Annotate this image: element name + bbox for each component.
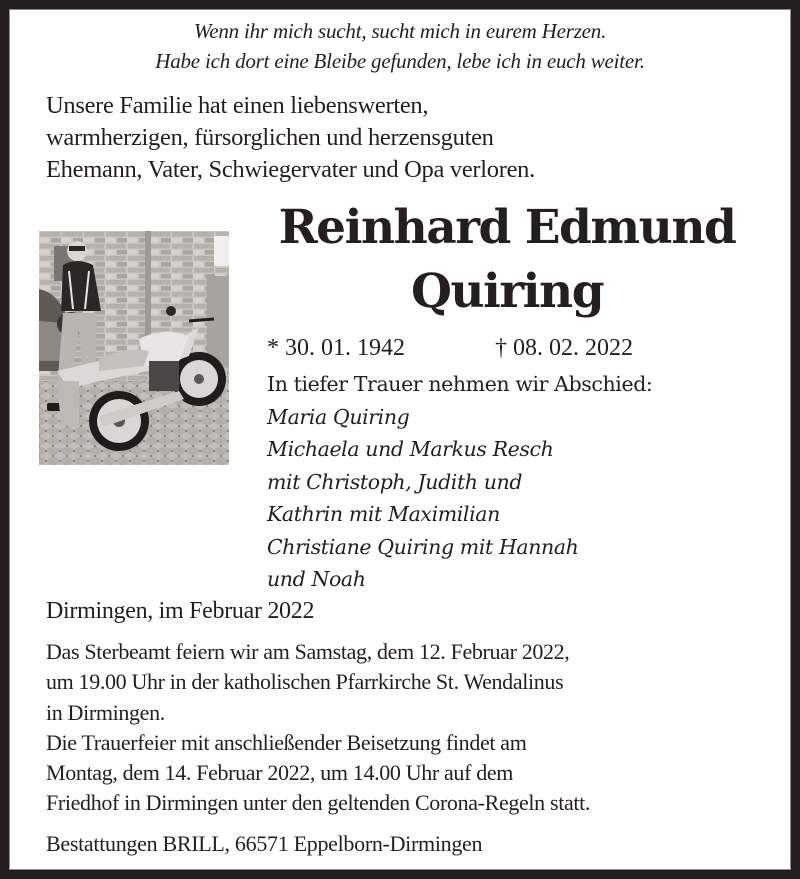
intro-line: Unsere Familie hat einen liebenswerten, [46,92,429,119]
intro-text [46,90,535,186]
mourner-line: Maria Quiring [267,404,410,429]
mourner-line: mit Christoph, Judith und [267,469,523,494]
place-date: Dirmingen, im Februar 2022 [46,598,315,624]
mourners-list [267,368,652,596]
service-line: um 19.00 Uhr in der katholischen Pfarrkirche St. Wendalinus [46,669,564,695]
mourner-line: Michaela und Markus Resch [267,437,554,461]
service-line: Friedhof in Dirmingen unter den geltenden Corona-Regeln statt. [46,790,591,816]
life-dates [267,333,633,363]
death-date: † 08. 02. 2022 [495,335,633,361]
service-line: Montag, dem 14. Februar 2022, um 14.00 Uhr auf dem [46,760,514,786]
motto-line: Wenn ihr mich sucht, sucht mich in eurem Herzen. [193,19,607,43]
undertaker-info: Bestattungen BRILL, 66571 Eppelborn-Dirmingen [46,831,483,856]
motto-verse [0,16,800,76]
mourner-line: und Noah [267,567,366,591]
service-line: Das Sterbeamt feiern wir am Samstag, dem 12. Februar 2022, [46,639,570,664]
name-line: Quiring [410,264,604,319]
service-line: Die Trauerfeier mit anschließender Beisetzung findet am [46,729,527,755]
intro-line: Ehemann, Vater, Schwiegervater und Opa verloren. [46,156,535,183]
motto-line: Habe ich dort eine Bleibe gefunden, lebe ich in euch weiter. [155,49,645,73]
portrait-photo [39,231,229,465]
name-line: Reinhard Edmund [278,200,736,255]
mourners-heading: In tiefer Trauer nehmen wir Abschied: [267,372,653,396]
motorcycle-photo-icon [39,231,229,465]
mourner-line: Kathrin mit Maximilian [267,502,500,526]
service-line: in Dirmingen. [46,699,165,725]
intro-line: warmherzigen, fürsorglichen und herzensguten [46,124,494,151]
service-details [46,637,590,819]
mourner-line: Christiane Quiring mit Hannah [267,534,579,559]
deceased-name [252,196,762,324]
birth-date: * 30. 01. 1942 [267,335,405,361]
